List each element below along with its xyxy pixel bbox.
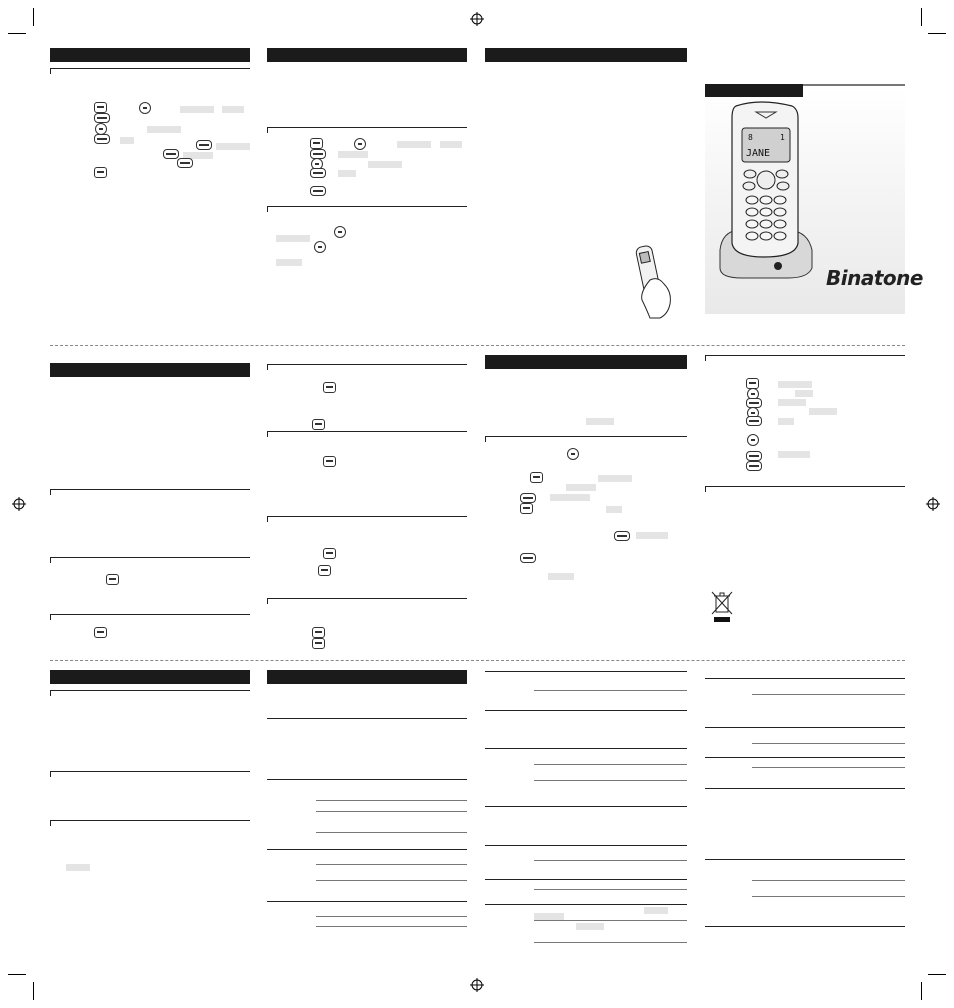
registration-mark-icon [926, 497, 940, 511]
brand-logo: Binatone [826, 266, 923, 290]
section-rule [50, 614, 250, 615]
section-tick [50, 690, 51, 696]
section-rule [50, 557, 250, 558]
section-rule [705, 486, 905, 487]
section-tick [705, 355, 706, 361]
table-rule [316, 832, 467, 833]
down-arrow-key-icon [747, 434, 759, 446]
display-text-highlight [368, 161, 402, 168]
display-line-3: 1 [780, 133, 785, 142]
table-rule [485, 845, 687, 846]
ok-key-icon [310, 186, 326, 196]
ok-key-icon [746, 416, 762, 426]
ok-key-icon [310, 168, 326, 178]
star-key-icon [567, 448, 579, 460]
ok-key-icon [520, 493, 536, 503]
section-tick [50, 489, 51, 495]
section-rule [50, 690, 250, 691]
ok-key-icon [177, 158, 193, 168]
crop-mark [928, 974, 946, 975]
ok-key-icon [94, 134, 110, 144]
display-text-highlight [606, 506, 622, 513]
table-rule [267, 901, 467, 902]
section-header-bar [50, 48, 250, 62]
table-rule [485, 879, 687, 880]
display-text-highlight [778, 418, 794, 425]
table-rule [267, 849, 467, 850]
display-text-highlight [778, 451, 810, 458]
section-rule [267, 127, 467, 128]
ok-key-icon [746, 461, 762, 471]
display-text-highlight [338, 151, 368, 158]
table-rule [705, 727, 905, 728]
table-rule [485, 710, 687, 711]
table-rule [705, 757, 905, 758]
section-rule [267, 431, 467, 432]
table-rule [316, 800, 467, 801]
display-line-2: JANE [746, 148, 771, 159]
down-arrow-key-icon [354, 138, 366, 150]
display-text-highlight [795, 390, 813, 397]
table-rule [316, 926, 467, 927]
registration-mark-icon [12, 497, 26, 511]
section-tick [267, 127, 268, 133]
ok-key-icon [520, 553, 536, 563]
section-rule [267, 364, 467, 365]
display-text-highlight [598, 475, 632, 482]
ok-key-icon [94, 113, 110, 123]
crop-mark [33, 982, 34, 1000]
section-tick [267, 598, 268, 604]
table-rule [705, 788, 905, 789]
ok-key-icon [614, 531, 630, 541]
section-header-bar [50, 670, 250, 684]
table-rule [534, 920, 687, 921]
table-rule [752, 896, 905, 897]
table-rule [752, 694, 905, 695]
ok-key-icon [163, 149, 179, 159]
crop-mark [8, 974, 26, 975]
display-text-highlight [636, 532, 668, 539]
table-rule [534, 942, 687, 943]
section-header-bar [50, 363, 250, 377]
section-rule [267, 598, 467, 599]
down-arrow-key-icon [139, 102, 151, 114]
crop-mark [8, 33, 26, 34]
menu-key-icon [310, 138, 323, 149]
registration-mark-icon [470, 12, 484, 26]
table-rule [316, 916, 467, 917]
table-rule [705, 926, 905, 927]
section-rule [50, 820, 250, 821]
section-header-bar [485, 355, 687, 369]
display-text-highlight [222, 106, 244, 113]
fold-line [50, 660, 905, 661]
display-text-highlight [66, 864, 90, 871]
cover-title-bar [705, 84, 803, 97]
section-tick [50, 557, 51, 563]
talk-key-icon [312, 638, 325, 649]
table-rule [534, 690, 687, 691]
table-rule [705, 678, 905, 679]
menu-key-icon [530, 472, 543, 483]
section-rule [267, 516, 467, 517]
intercom-key-icon [323, 456, 336, 467]
redial-key-icon [520, 503, 533, 514]
section-tick [50, 771, 51, 777]
section-tick [50, 614, 51, 620]
table-rule [752, 767, 905, 768]
table-rule [316, 864, 467, 865]
display-text-highlight [566, 484, 596, 491]
display-text-highlight [397, 141, 431, 148]
section-header-bar [485, 48, 687, 62]
display-text-highlight [147, 126, 181, 133]
talk-key-icon [312, 627, 325, 638]
star-key-icon [314, 241, 326, 253]
talk-key-icon [312, 419, 325, 430]
section-tick [705, 486, 706, 492]
section-tick [267, 516, 268, 522]
table-rule [267, 779, 467, 780]
pause-key-icon [318, 565, 331, 576]
section-rule [50, 489, 250, 490]
display-text-highlight [778, 399, 806, 406]
display-text-highlight [548, 573, 574, 580]
table-rule [534, 860, 687, 861]
ok-key-icon [746, 451, 762, 461]
section-tick [485, 436, 486, 442]
hand-with-handset-illustration [628, 240, 680, 320]
section-tick [50, 820, 51, 826]
table-rule [316, 880, 467, 881]
section-rule [705, 355, 905, 356]
section-rule [50, 771, 250, 772]
display-text-highlight [644, 907, 668, 914]
intercom-key-icon [323, 548, 336, 559]
section-header-bar [267, 670, 467, 684]
table-rule [705, 859, 905, 860]
crop-mark [921, 8, 922, 26]
display-text-highlight [576, 923, 604, 930]
talk-key-icon [94, 627, 107, 638]
display-text-highlight [440, 141, 462, 148]
section-tick [267, 206, 268, 212]
registration-mark-icon [470, 978, 484, 992]
menu-key-icon [94, 102, 107, 113]
display-text-highlight [534, 913, 564, 920]
crop-mark [921, 982, 922, 1000]
section-tick [267, 431, 268, 437]
section-rule [485, 436, 687, 437]
table-rule [485, 904, 687, 905]
display-text-highlight [276, 259, 302, 266]
display-line-1: 8 [748, 133, 753, 142]
ok-key-icon [196, 140, 212, 150]
display-text-highlight [216, 143, 250, 150]
table-rule [534, 889, 687, 890]
display-text-highlight [276, 235, 310, 242]
display-text-highlight [586, 418, 614, 425]
section-rule [50, 68, 250, 69]
crop-mark [33, 8, 34, 26]
display-text-highlight [778, 381, 812, 388]
display-text-highlight [180, 106, 214, 113]
table-rule [485, 806, 687, 807]
section-tick [50, 68, 51, 74]
table-rule [485, 748, 687, 749]
display-text-highlight [550, 494, 590, 501]
display-text-highlight [338, 170, 356, 177]
table-rule [752, 743, 905, 744]
section-header-bar [267, 48, 467, 62]
menu-key-icon [94, 167, 107, 178]
handset-illustration [716, 100, 816, 280]
table-rule [534, 780, 687, 781]
table-rule [316, 811, 467, 812]
section-rule [267, 206, 467, 207]
crop-mark [928, 33, 946, 34]
intercom-key-icon [106, 574, 119, 585]
star-key-icon [334, 226, 346, 238]
table-rule [267, 718, 467, 719]
section-tick [267, 364, 268, 370]
recycle-bin-icon [710, 590, 734, 624]
table-rule [752, 880, 905, 881]
display-text-highlight [809, 408, 837, 415]
fold-line [50, 345, 905, 346]
table-rule [534, 764, 687, 765]
table-rule [485, 671, 687, 672]
display-text-highlight [120, 137, 134, 144]
intercom-key-icon [323, 382, 336, 393]
